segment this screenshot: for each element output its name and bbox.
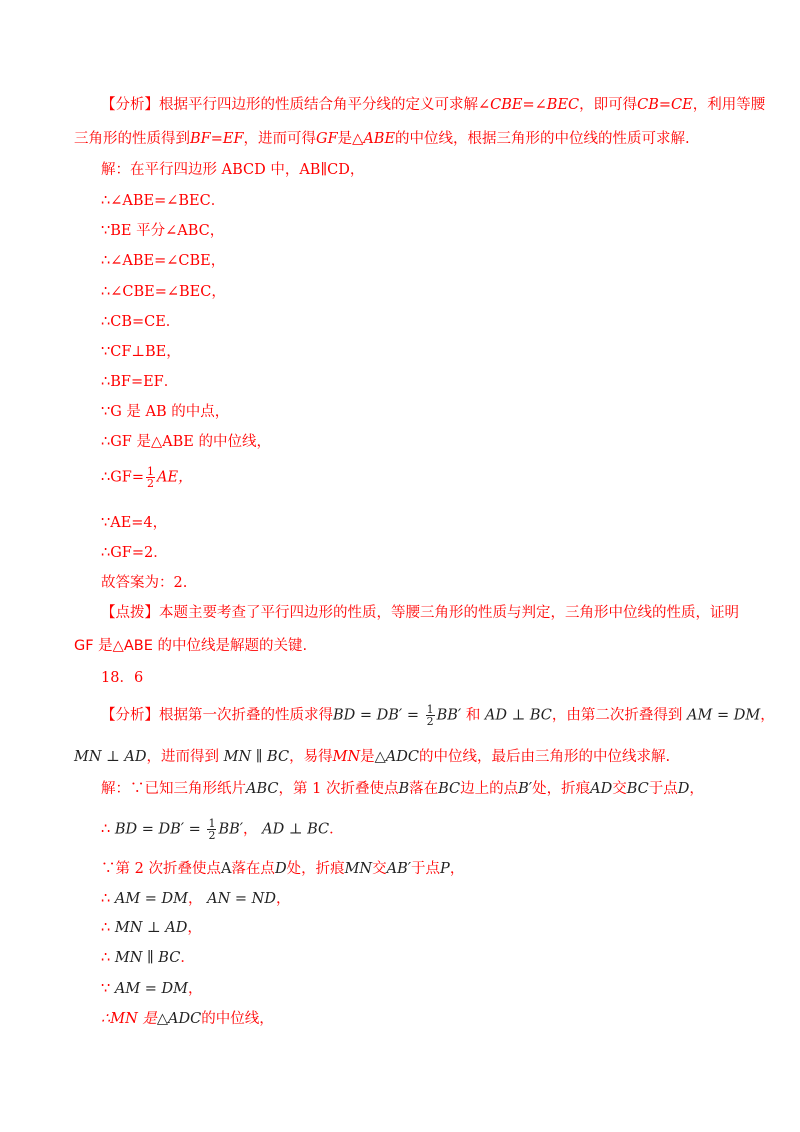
fraction-numerator: 1 [208,817,216,830]
text: 于点 [411,861,441,877]
math: B [398,781,410,797]
text: ， [760,707,775,724]
math: AB′ [386,861,412,877]
fraction [146,466,155,489]
step-line: ∵BE 平分∠ABC， [101,223,225,239]
step-line: ∵G 是 AB 的中点， [101,404,230,420]
fraction-denominator: 2 [147,477,155,490]
math: AM = DM [114,981,189,997]
math: BD = DB′ = [333,707,424,724]
text: ，由第二次折叠得到 [551,707,683,724]
solution2-line-3 [101,860,740,878]
math: BC [626,781,649,797]
solution2-line-2 [101,818,740,841]
math: MN ⊥ AD [114,920,188,936]
text: ， [187,920,202,936]
text: 处，折痕 [286,861,345,877]
text: 处，折痕 [532,781,591,797]
step-line: ∵AE=4， [101,515,168,531]
step-line: ∴∠CBE=∠BEC， [101,284,226,300]
math: P [440,861,450,877]
text: 本题主要考查了平行四边形的性质，等腰三角形的性质与判定，三角形中位线的性质，证明 [159,605,739,621]
text: 落在 [409,781,439,797]
text: 根据第一次折叠的性质求得 [159,707,333,724]
solution2-line-8 [101,1010,740,1028]
text: ， [188,891,203,907]
step-line: ∴∠ABE=∠CBE， [101,253,226,269]
text: 的中位线，根据三角形的中位线的性质可求解. [395,131,690,147]
math: BB′ [218,821,244,838]
text: 根据平行四边形的性质结合角平分线的定义可求解∠ [159,97,491,113]
text: ，易得 [289,749,333,765]
text: 边上的点 [460,781,519,797]
text: ， [243,821,258,838]
note-line-2: GF 是△ABE 的中位线是解题的关键. [74,638,308,654]
question-number: 18．6 [101,670,144,686]
math: D [274,861,287,877]
text: CB=CE [637,97,693,113]
solution2-line-7 [101,980,740,998]
text: AE， [157,469,193,486]
text: ，进而可得 [243,131,317,147]
text: ． [329,821,344,838]
math: AD ⊥ BC [262,821,330,838]
math: △ADC [374,749,419,765]
text: ． [180,950,195,966]
analysis-line-2 [74,130,740,148]
fraction-numerator: 1 [147,465,155,478]
text: MN [332,749,361,765]
fraction [426,704,435,727]
solution2-line-4 [101,890,740,908]
text: 是 [360,749,375,765]
text: ， [449,861,465,877]
solution2-line-5 [101,919,740,937]
analysis-label: 【分析】 [101,97,159,113]
text: ∴GF= [101,469,145,486]
math: A [220,861,232,877]
text: 于点 [648,781,678,797]
fraction-denominator: 2 [426,715,434,728]
text: ∴ [101,950,111,966]
math: ABC [246,781,279,797]
text: GF [316,131,338,147]
text: 交 [612,781,627,797]
answer-line: 故答案为：2. [101,575,188,591]
math: MN [344,861,373,877]
math: BC [438,781,461,797]
step-line: ∴BF=EF． [101,374,179,390]
text: 的中位线，最后由三角形的中位线求解. [418,749,671,765]
fraction-denominator: 2 [208,829,216,842]
step-line: ∴GF=2． [101,545,168,561]
math: AD [590,781,613,797]
text: ∴ [101,891,111,907]
note-line-1 [101,604,740,622]
text: ∴MN 是 [101,1011,157,1027]
math: AD ⊥ BC [484,707,552,724]
text: 和 [465,707,481,724]
text: 的中位线， [201,1011,274,1027]
text: ，利用等腰 [692,97,766,113]
math: MN ∥ BC [114,950,181,966]
text: ，即可得 [579,97,638,113]
solution2-line-1 [101,780,740,798]
text: ， [689,781,704,797]
text: BF=EF [190,131,244,147]
text: ∴ [101,920,111,936]
text: ∵ [101,981,111,997]
text: 落在点 [231,861,275,877]
step-line: ∴GF 是△ABE 的中位线， [101,434,271,450]
text: ∴ [101,821,111,838]
math: BB′ [436,707,462,724]
step-line: 解：在平行四边形 ABCD 中，AB∥CD， [101,162,365,178]
math: BD = DB′ = [114,821,206,838]
text: ，第 1 次折叠使点 [278,781,399,797]
math: AN = ND [207,891,276,907]
text: ， [275,891,291,907]
analysis-label: 【分析】 [101,707,159,724]
fraction-numerator: 1 [426,703,434,716]
text: ，进而得到 [146,749,219,765]
math: MN ∥ BC [223,749,290,765]
text: CBE=∠BEC [490,97,580,113]
solution2-line-6 [101,949,740,967]
fraction [207,818,216,841]
math: AM = DM [114,891,189,907]
text: 解：∵已知三角形纸片 [101,781,246,797]
text: ， [188,981,203,997]
analysis2-line-2 [74,748,740,766]
note-label: 【点拨】 [101,605,159,621]
gf-fraction-line [101,466,740,489]
math: D [677,781,690,797]
math: AM = DM [687,707,761,724]
text: ABE [363,131,396,147]
step-line: ∴CB=CE． [101,314,181,330]
text: 三角形的性质得到 [74,131,190,147]
text: ∵第 2 次折叠使点 [101,861,221,877]
math: △ADC [156,1011,202,1027]
analysis-line-1 [101,96,766,114]
analysis2-line-1 [101,703,775,728]
math: B′ [518,781,533,797]
text: 交 [372,861,387,877]
text: 是△ [337,131,364,147]
math: MN ⊥ AD [74,749,147,765]
step-line: ∵CF⊥BE， [101,344,181,360]
step-line: ∴∠ABE=∠BEC． [101,193,226,209]
